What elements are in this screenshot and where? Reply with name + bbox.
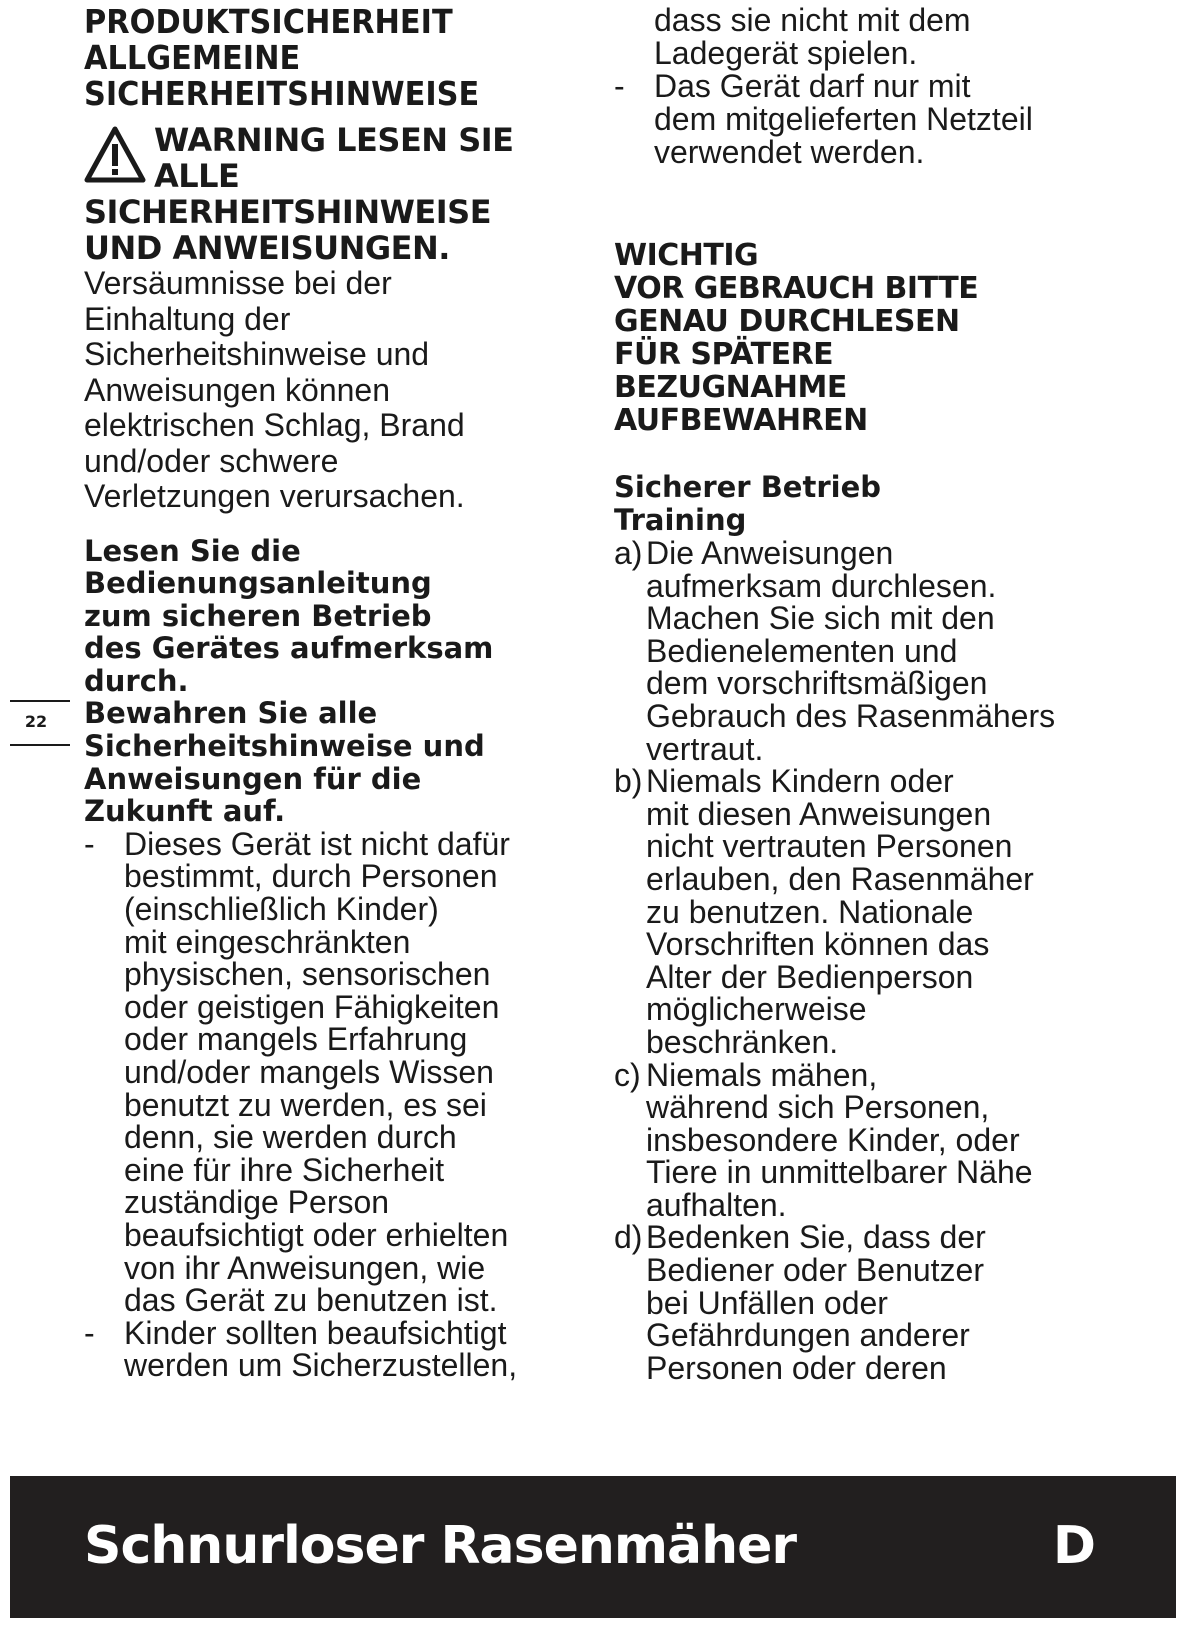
warning-body [84, 266, 584, 515]
important-line: AUFBEWAHREN [614, 403, 868, 438]
item-line: während sich Personen, [646, 1089, 990, 1126]
item-line: Tiere in unmittelbarer Nähe [646, 1154, 1033, 1191]
read-line: Lesen Sie die [84, 533, 301, 568]
item-marker: c) [614, 1056, 641, 1093]
important-line: GENAU DURCHLESEN [614, 304, 960, 339]
right-column [614, 4, 1134, 1384]
item-line: Kinder sollten beaufsichtigt [124, 1314, 507, 1351]
dash-marker: - [84, 1314, 95, 1351]
read-line: durch. [84, 663, 189, 698]
page-number: 22 [24, 712, 48, 731]
read-line: des Gerätes aufmerksam [84, 631, 494, 666]
list-item [614, 537, 1134, 765]
list-item [84, 825, 584, 1319]
item-line: physischen, sensorischen [124, 956, 491, 993]
item-marker: b) [614, 763, 643, 800]
item-line: Machen Sie sich mit den [646, 600, 995, 637]
item-line: Personen oder deren [646, 1349, 947, 1386]
language-code: D [1052, 1516, 1096, 1576]
item-line: Das Gerät darf nur mit [654, 68, 971, 104]
body-line: elektrischen Schlag, Brand [84, 407, 465, 443]
warning-line: SICHERHEITSHINWEISE [84, 193, 492, 231]
item-line: dem vorschriftsmäßigen [646, 665, 988, 702]
read-line: zum sicheren Betrieb [84, 598, 432, 633]
item-line: mit eingeschränkten [124, 923, 411, 960]
body-line: Ladegerät spielen. [654, 35, 918, 71]
item-line: verwendet werden. [654, 134, 925, 170]
item-line: Die Anweisungen [646, 535, 894, 571]
read-line: Anweisungen für die [84, 761, 422, 796]
item-line: (einschließlich Kinder) [124, 891, 439, 928]
item-line: das Gerät zu benutzen ist. [124, 1282, 498, 1319]
item-line: eine für ihre Sicherheit [124, 1151, 445, 1188]
subheading-line: Sicherer Betrieb [614, 470, 882, 504]
list-item [614, 765, 1134, 1058]
item-line: nicht vertrauten Personen [646, 828, 1013, 865]
list-item [614, 70, 1134, 169]
item-line: von ihr Anweisungen, wie [124, 1249, 486, 1286]
item-line: möglicherweise [646, 991, 867, 1028]
item-line: aufhalten. [646, 1186, 787, 1223]
item-line: vertraut. [646, 730, 764, 767]
read-instructions [84, 535, 584, 828]
item-line: erlauben, den Rasenmäher [646, 860, 1034, 897]
dash-marker: - [614, 68, 625, 104]
item-line: oder geistigen Fähigkeiten [124, 988, 500, 1025]
page-number-marker [10, 700, 70, 746]
body-line: dass sie nicht mit dem [654, 2, 971, 38]
dash-marker: - [84, 825, 95, 862]
warning-continuation [84, 194, 584, 266]
item-line: Niemals Kindern oder [646, 763, 954, 800]
item-line: mit diesen Anweisungen [646, 795, 992, 832]
read-line: Sicherheitshinweise und [84, 729, 485, 764]
read-line: Zukunft auf. [84, 794, 286, 829]
item-line: benutzt zu werden, es sei [124, 1086, 487, 1123]
item-line: und/oder mangels Wissen [124, 1054, 494, 1090]
read-line: Bewahren Sie alle [84, 696, 378, 731]
read-line: Bedienungsanleitung [84, 566, 432, 601]
important-line: WICHTIG [614, 238, 759, 273]
important-line: BEZUGNAHME [614, 370, 847, 405]
body-line: Verletzungen verursachen. [84, 478, 465, 514]
item-line: aufmerksam durchlesen. [646, 567, 997, 604]
item-line: Vorschriften können das [646, 926, 990, 963]
warning-line: UND ANWEISUNGEN. [84, 229, 450, 267]
body-line: Sicherheitshinweise und [84, 336, 430, 372]
item-line: Alter der Bedienperson [646, 958, 974, 995]
item-line: Niemals mähen, [646, 1056, 878, 1093]
important-heading [614, 239, 1134, 437]
warning-line: WARNING LESEN SIE [154, 121, 514, 159]
item-line: bei Unfällen oder [646, 1284, 888, 1321]
heading-line: SICHERHEITSHINWEISE [84, 74, 480, 113]
item-line: insbesondere Kinder, oder [646, 1121, 1020, 1158]
item-line: zu benutzen. Nationale [646, 893, 974, 930]
warning-block [84, 122, 584, 194]
item-line: Bediener oder Benutzer [646, 1252, 984, 1289]
item-line: Bedenken Sie, dass der [646, 1219, 986, 1256]
item-line: zuständige Person [124, 1184, 390, 1221]
left-column [84, 4, 584, 1382]
item-line: denn, sie werden durch [124, 1119, 457, 1156]
item-marker: a) [614, 535, 643, 571]
body-line: Anweisungen können [84, 371, 391, 408]
item-line: Dieses Gerät ist nicht dafür [124, 825, 510, 862]
footer-title: Schnurloser Rasenmäher [84, 1516, 797, 1576]
list-item [84, 1314, 584, 1384]
important-line: VOR GEBRAUCH BITTE [614, 271, 979, 306]
subheading [614, 471, 1134, 537]
body-line: und/oder schwere [84, 442, 339, 479]
heading-line: PRODUKTSICHERHEIT [84, 2, 453, 41]
item-line: Gebrauch des Rasenmähers [646, 697, 1056, 734]
subheading-line: Training [614, 503, 747, 537]
divider [10, 744, 70, 746]
body-line: Versäumnisse bei der [84, 265, 392, 301]
item-line: Bedienelementen und [646, 632, 958, 669]
item-line: beschränken. [646, 1023, 839, 1060]
heading-line: ALLGEMEINE [84, 38, 301, 77]
warning-line: ALLE [154, 157, 240, 195]
continued-text [614, 4, 1134, 70]
item-line: Gefährdungen anderer [646, 1317, 970, 1354]
item-marker: d) [614, 1219, 643, 1256]
item-line: werden um Sicherzustellen, [124, 1347, 518, 1384]
divider [10, 700, 70, 702]
warning-triangle-icon [84, 126, 146, 184]
item-line: bestimmt, durch Personen [124, 858, 498, 895]
item-line: dem mitgelieferten Netzteil [654, 101, 1033, 137]
list-item [614, 1056, 1134, 1223]
footer-bar [10, 1476, 1176, 1618]
list-item [614, 1221, 1134, 1384]
item-line: beaufsichtigt oder erhielten [124, 1216, 509, 1253]
section-heading [84, 4, 544, 112]
important-line: FÜR SPÄTERE [614, 337, 834, 372]
body-line: Einhaltung der [84, 300, 291, 337]
item-line: oder mangels Erfahrung [124, 1021, 468, 1058]
